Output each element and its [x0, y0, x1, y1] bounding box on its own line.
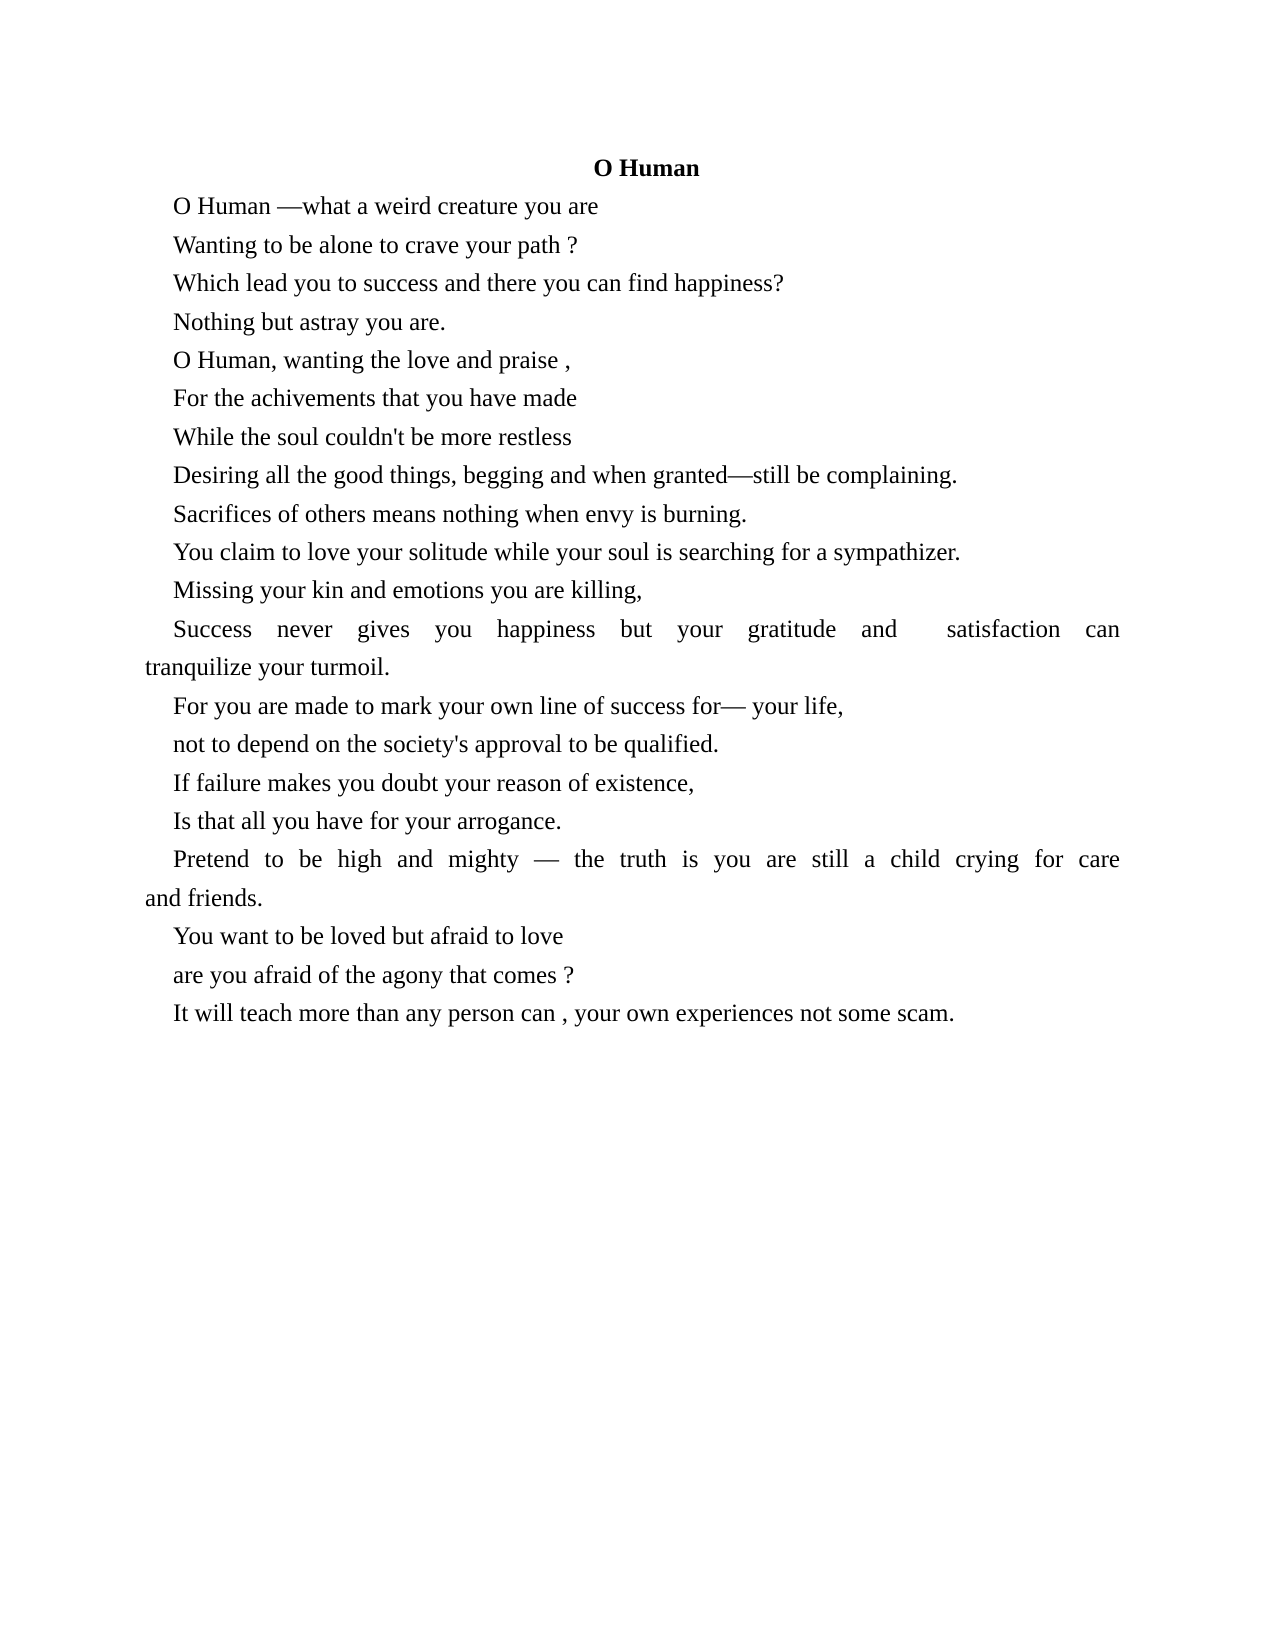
poem-line: O Human —what a weird creature you are [173, 193, 599, 221]
poem-line: and friends. [145, 884, 264, 912]
poem-line: Is that all you have for your arrogance. [173, 807, 562, 835]
poem-line: You claim to love your solitude while your soul is searching for a sympathizer. [173, 539, 961, 567]
poem-line: Pretend to be high and mighty — the truth is you are still a child crying for care [173, 846, 1120, 874]
poem-body [145, 188, 1120, 1033]
poem-line: Wanting to be alone to crave your path ? [173, 231, 578, 259]
poem-line: tranquilize your turmoil. [145, 654, 391, 682]
poem-line: Desiring all the good things, begging and when granted—still be complaining. [173, 462, 958, 490]
poem-line: Which lead you to success and there you can find happiness? [173, 270, 784, 298]
poem-line: For you are made to mark your own line of success for— your life, [173, 692, 844, 720]
poem-line: are you afraid of the agony that comes ? [173, 961, 575, 989]
poem-title: O Human [593, 155, 700, 182]
poem-line: You want to be loved but afraid to love [173, 923, 564, 951]
poem-line: Missing your kin and emotions you are killing, [173, 577, 643, 605]
poem-line: O Human, wanting the love and praise , [173, 347, 571, 375]
poem-line: not to depend on the society's approval to be qualified. [173, 731, 720, 759]
poem-line: For the achivements that you have made [173, 385, 578, 413]
poem-line: Sacrifices of others means nothing when envy is burning. [173, 500, 748, 528]
poem-line: Success never gives you happiness but your gratitude and satisfaction can [173, 615, 1120, 643]
poem-line: It will teach more than any person can , your own experiences not some scam. [173, 999, 955, 1027]
poem-line: While the soul couldn't be more restless [173, 423, 572, 451]
poem-line: If failure makes you doubt your reason of existence, [173, 769, 695, 797]
poem-line: Nothing but astray you are. [173, 308, 446, 336]
